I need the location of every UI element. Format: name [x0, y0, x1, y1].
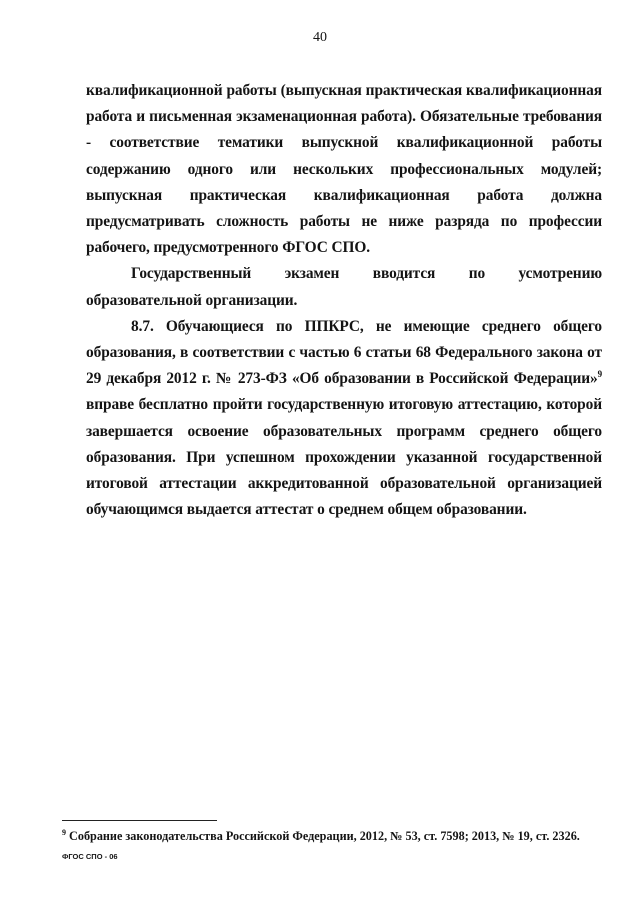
document-body	[86, 78, 602, 523]
paragraph-8-7	[86, 314, 602, 524]
footnote-number: 9	[62, 827, 66, 837]
footnote-text: Собрание законодательства Российской Федерации, 2012, № 53, ст. 7598; 2013, № 19, ст. 2326.	[66, 829, 580, 843]
footnote-separator	[62, 820, 217, 821]
paragraph-8-7-text-start: 8.7. Обучающиеся по ППКРС, не имеющие среднего общего образования, в соответствии с частью 6 статьи 68 Федерального закона от 29 декабря 2012 г. № 273-ФЗ «Об образовании в Российской Федерации»	[86, 317, 602, 388]
paragraph-8-7-text-end: вправе бесплатно пройти государственную итоговую аттестацию, которой завершается освоение образовательных программ среднего общего образования. При успешном прохождении указанной государственной итоговой аттестации аккредитованной образовательной организацией обучающимся выдается аттестат о среднем общем образовании.	[86, 396, 602, 519]
footnote	[62, 828, 622, 844]
footnote-reference[interactable]: 9	[597, 369, 602, 380]
paragraph-qualification-work: квалификационной работы (выпускная практическая квалификационная работа и письменная экзаменационная работа). Обязательные требования - соответствие тематики выпускной квалификационной работы содержанию одного или нескольких профессиональных модулей; выпускная практическая квалификационная работа должна предусматривать сложность работы не ниже разряда по профессии рабочего, предусмотренного ФГОС СПО.	[86, 82, 602, 257]
footer-document-code: ФГОС СПО - 06	[62, 852, 118, 861]
page-number: 40	[313, 30, 327, 45]
paragraph-state-exam: Государственный экзамен вводится по усмотрению образовательной организации.	[86, 265, 602, 309]
